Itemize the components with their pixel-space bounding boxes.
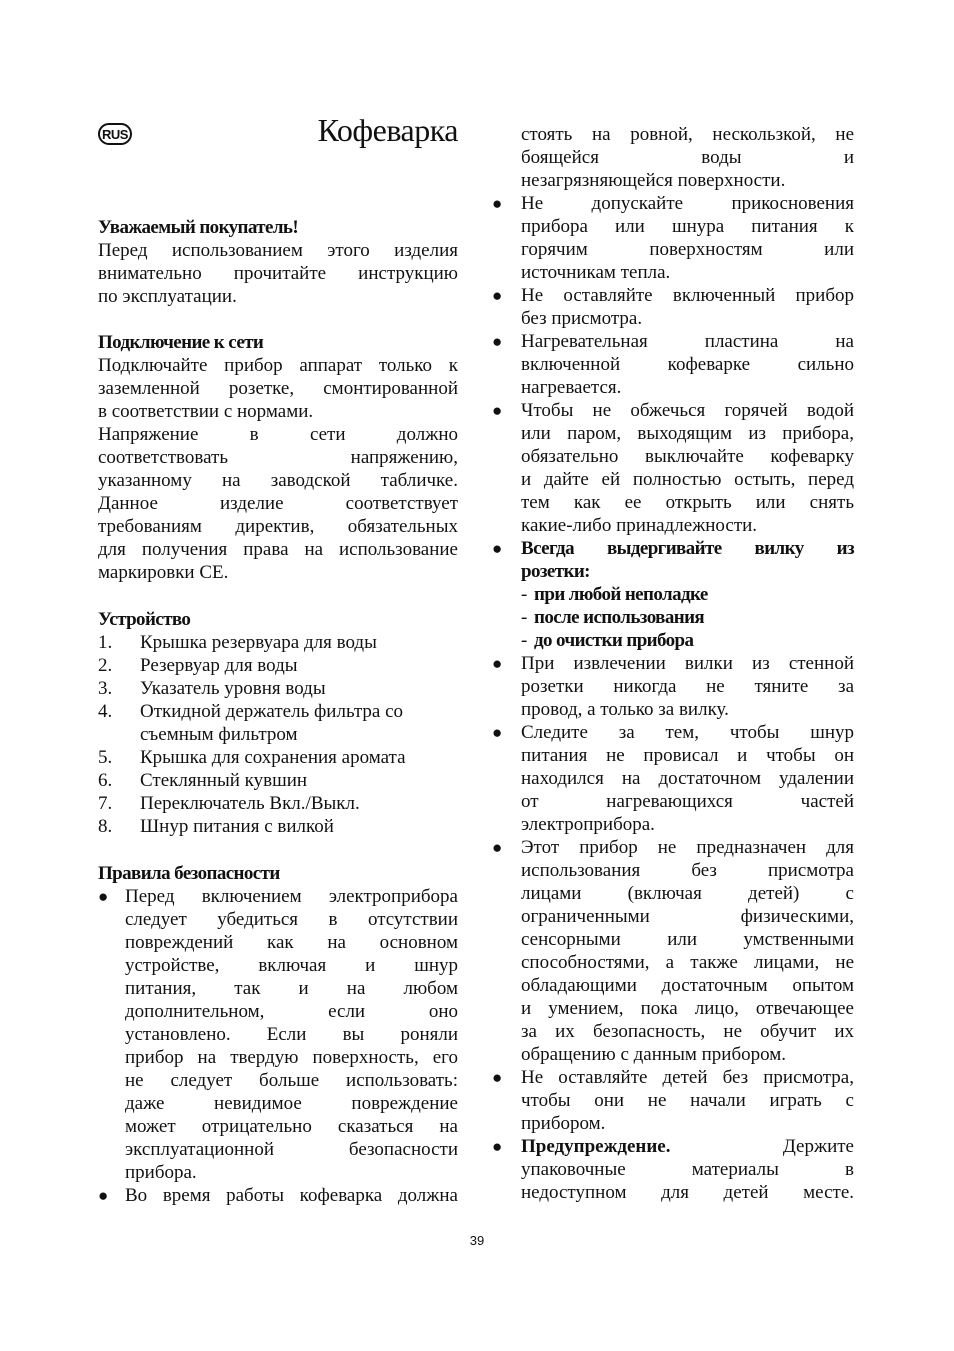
paragraph-line: Чтобы не обжечься горячей водой <box>521 400 854 421</box>
paragraph-line: Держите <box>782 1136 854 1157</box>
section-heading-greeting: Уважаемый покупатель! <box>98 217 299 238</box>
paragraph-line: тем как ее открыть или снять <box>521 492 854 513</box>
paragraph-line: электроприбора. <box>521 814 655 835</box>
bullet-icon: ● <box>492 654 503 673</box>
language-badge: RUS <box>98 123 132 145</box>
paragraph-line: ограниченными физическими, <box>521 906 854 927</box>
paragraph-line: и дайте ей полностью остыть, перед <box>521 469 854 490</box>
list-item: съемным фильтром <box>140 724 298 745</box>
paragraph-line: провод, а только за вилку. <box>521 699 729 720</box>
paragraph-line: эксплуатационной безопасности <box>125 1139 458 1160</box>
list-item: Крышка для сохранения аромата <box>140 747 406 768</box>
paragraph-line: прибора. <box>125 1162 197 1183</box>
paragraph-line: даже невидимое повреждение <box>125 1093 458 1114</box>
section-heading-safety: Правила безопасности <box>98 863 280 884</box>
list-item: Резервуар для воды <box>140 655 298 676</box>
paragraph-line: способностями, а также лицами, не <box>521 952 854 973</box>
paragraph-line: лицами (включая детей) с <box>521 883 854 904</box>
paragraph-line: прибора или шнура питания к <box>521 216 854 237</box>
paragraph-line: и умением, пока лицо, отвечающее <box>521 998 854 1019</box>
paragraph-line: следует убедиться в отсутствии <box>125 909 458 930</box>
paragraph-line: или паром, выходящим из прибора, <box>521 423 854 444</box>
list-item-number: 6. <box>98 770 113 791</box>
bullet-icon: ● <box>492 401 503 420</box>
paragraph-line: Перед использованием этого изделия <box>98 240 458 261</box>
paragraph-line: боящейся воды и <box>521 147 854 168</box>
paragraph-line: находился на достаточном удалении <box>521 768 854 789</box>
page-title: Кофеварка <box>317 112 458 148</box>
paragraph-line: розетки: <box>521 561 590 582</box>
paragraph-line: Этот прибор не предназначен для <box>521 837 854 858</box>
paragraph-line: без присмотра. <box>521 308 643 329</box>
paragraph-line: обязательно выключайте кофеварку <box>521 446 854 467</box>
paragraph-line: требованиям директив, обязательных <box>98 516 458 537</box>
paragraph-line: установлено. Если вы роняли <box>125 1024 458 1045</box>
paragraph-line: указанному на заводской табличке. <box>98 470 458 491</box>
paragraph-line: Следите за тем, чтобы шнур <box>521 722 854 743</box>
paragraph-line: соответствовать напряжению, <box>98 447 458 468</box>
paragraph-line: маркировки CE. <box>98 562 229 583</box>
list-item: Шнур питания с вилкой <box>140 816 334 837</box>
list-item: Крышка резервуара для воды <box>140 632 377 653</box>
list-item-number: 3. <box>98 678 113 699</box>
section-heading-connection: Подключение к сети <box>98 332 264 353</box>
paragraph-line: питания, так и на любом <box>125 978 458 999</box>
bullet-icon: ● <box>492 838 503 857</box>
list-item: Откидной держатель фильтра со <box>140 701 404 722</box>
dash-marker: - <box>521 630 528 651</box>
paragraph-line: Не оставляйте детей без присмотра, <box>521 1067 854 1088</box>
paragraph-line: включенной кофеварке сильно <box>521 354 854 375</box>
list-item-number: 7. <box>98 793 113 814</box>
bullet-icon: ● <box>492 1137 503 1156</box>
paragraph-line: прибором. <box>521 1113 606 1134</box>
bullet-icon: ● <box>492 1068 503 1087</box>
paragraph-line: обладающими достаточным опытом <box>521 975 854 996</box>
page-number: 39 <box>469 1233 485 1248</box>
paragraph-line: повреждений как на основном <box>125 932 458 953</box>
paragraph-line: Не оставляйте включенный прибор <box>521 285 854 306</box>
bullet-icon: ● <box>98 887 109 906</box>
paragraph-line: может отрицательно сказаться на <box>125 1116 458 1137</box>
sub-list-item: до очистки прибора <box>534 630 694 651</box>
paragraph-line: использования без присмотра <box>521 860 854 881</box>
paragraph-line: упаковочные материалы в <box>521 1159 854 1180</box>
list-item-number: 5. <box>98 747 113 768</box>
paragraph-line: При извлечении вилки из стенной <box>521 653 854 674</box>
paragraph-line: по эксплуатации. <box>98 286 237 307</box>
paragraph-line: прибор на твердую поверхность, его <box>125 1047 458 1068</box>
warning-label: Предупреждение. <box>521 1136 671 1157</box>
list-item-number: 8. <box>98 816 113 837</box>
paragraph-line: Напряжение в сети должно <box>98 424 458 445</box>
list-item: Указатель уровня воды <box>140 678 326 699</box>
list-item-number: 2. <box>98 655 113 676</box>
paragraph-line: в соответствии с нормами. <box>98 401 314 422</box>
paragraph-line: горячим поверхностям или <box>521 239 854 260</box>
paragraph-line: устройстве, включая и шнур <box>125 955 458 976</box>
bullet-icon: ● <box>492 332 503 351</box>
dash-marker: - <box>521 584 528 605</box>
paragraph-line: не следует больше использовать: <box>125 1070 458 1091</box>
paragraph-line: от нагревающихся частей <box>521 791 854 812</box>
paragraph-line: недоступном для детей месте. <box>521 1182 854 1203</box>
paragraph-line: внимательно прочитайте инструкцию <box>98 263 458 284</box>
section-heading-device: Устройство <box>98 609 191 630</box>
paragraph-line: незагрязняющейся поверхности. <box>521 170 786 191</box>
paragraph-line: питания не провисал и чтобы он <box>521 745 854 766</box>
paragraph-line: Во время работы кофеварка должна <box>125 1185 458 1206</box>
paragraph-line: стоять на ровной, нескользкой, не <box>521 124 854 145</box>
paragraph-line: Всегда выдергивайте вилку из <box>521 538 854 559</box>
paragraph-line: дополнительном, если оно <box>125 1001 458 1022</box>
paragraph-line: нагревается. <box>521 377 622 398</box>
dash-marker: - <box>521 607 528 628</box>
list-item: Переключатель Вкл./Выкл. <box>140 793 360 814</box>
bullet-icon: ● <box>98 1186 109 1205</box>
bullet-icon: ● <box>492 723 503 742</box>
paragraph-line: для получения права на использование <box>98 539 458 560</box>
bullet-icon: ● <box>492 539 503 558</box>
paragraph-line: розетки никогда не тяните за <box>521 676 854 697</box>
paragraph-line: какие-либо принадлежности. <box>521 515 758 536</box>
paragraph-line: Данное изделие соответствует <box>98 493 458 514</box>
paragraph-line: Нагревательная пластина на <box>521 331 854 352</box>
bullet-icon: ● <box>492 286 503 305</box>
paragraph-line: заземленной розетке, смонтированной <box>98 378 458 399</box>
paragraph-line: обращению с данным прибором. <box>521 1044 787 1065</box>
paragraph-line: за их безопасность, не обучит их <box>521 1021 854 1042</box>
paragraph-line: сенсорными или умственными <box>521 929 854 950</box>
sub-list-item: при любой неполадке <box>534 584 708 605</box>
paragraph-line: источникам тепла. <box>521 262 671 283</box>
list-item-number: 1. <box>98 632 113 653</box>
paragraph-line: чтобы они не начали играть с <box>521 1090 854 1111</box>
sub-list-item: после использования <box>534 607 705 628</box>
paragraph-line: Подключайте прибор аппарат только к <box>98 355 458 376</box>
list-item-number: 4. <box>98 701 113 722</box>
list-item: Стеклянный кувшин <box>140 770 308 791</box>
paragraph-line: Перед включением электроприбора <box>125 886 458 907</box>
bullet-icon: ● <box>492 194 503 213</box>
paragraph-line: Не допускайте прикосновения <box>521 193 854 214</box>
